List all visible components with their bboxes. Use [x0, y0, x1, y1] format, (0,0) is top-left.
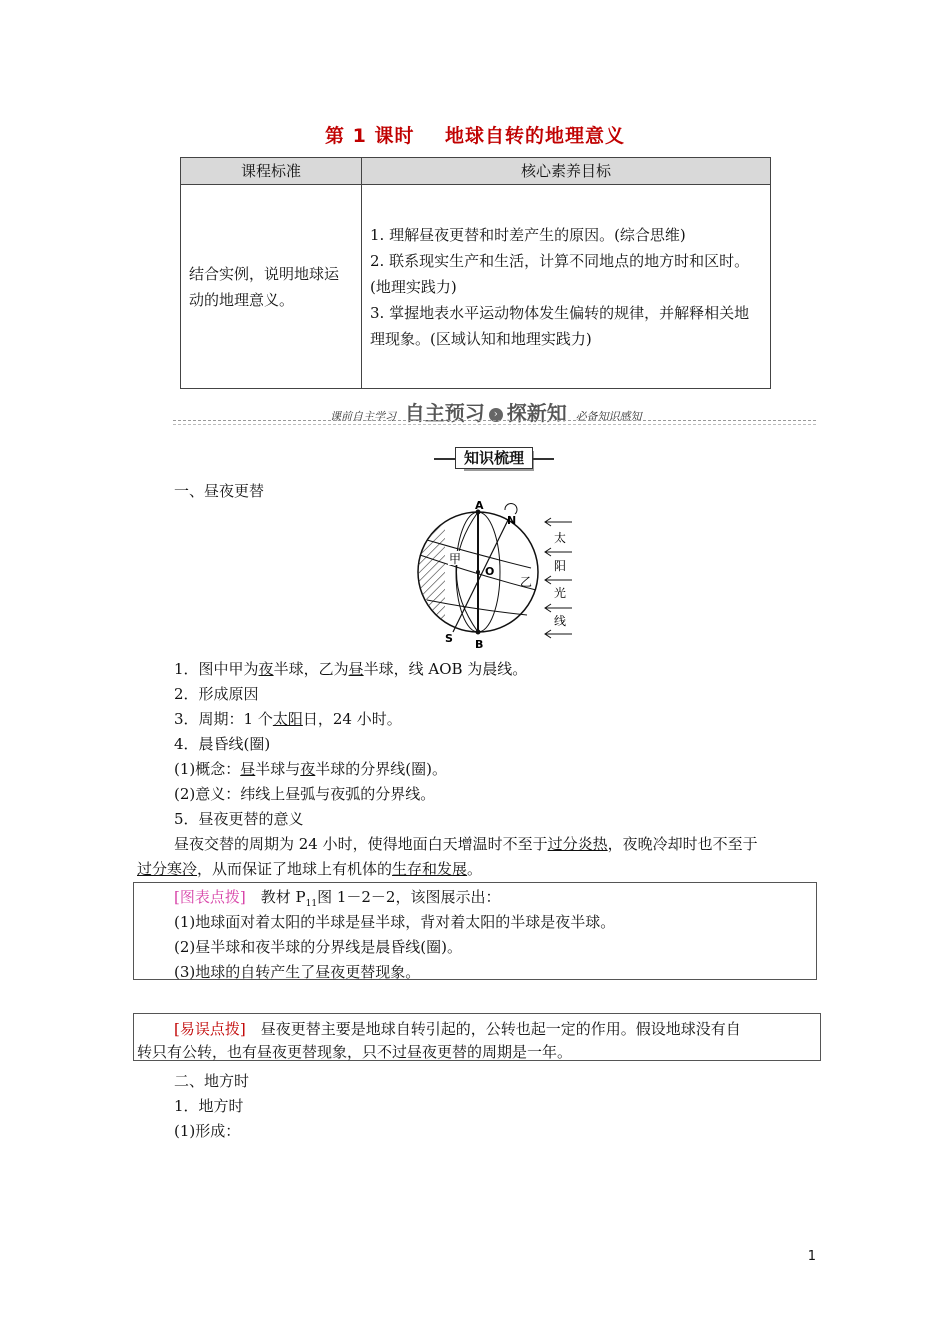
- page-number: 1: [807, 1249, 816, 1264]
- item-4-2: (2)意义：纬线上昼弧与夜弧的分界线。: [174, 785, 436, 803]
- sunlight-char: 太: [554, 531, 567, 545]
- label-jia: 甲: [449, 552, 462, 566]
- item-3: 3．周期：1 个太阳日，24 小时。: [174, 710, 402, 728]
- table-header-goals: 核心素养目标: [362, 158, 771, 185]
- label-n: N: [507, 514, 517, 527]
- table-cell-standard: 结合实例，说明地球运动的地理意义。: [181, 185, 362, 389]
- error-box-line2: 转只有公转，也有昼夜更替现象，只不过昼夜更替的周期是一年。: [137, 1043, 573, 1061]
- sunlight-char: 光: [554, 586, 567, 600]
- standards-table: [180, 157, 771, 389]
- tip-box-intro: [图表点拨] 教材 $P_{11}$图 1－2－2，该图展示出：: [174, 888, 501, 909]
- label-b: B: [475, 638, 484, 650]
- tip-line: (2)昼半球和夜半球的分界线是晨昏线(圈)。: [174, 938, 462, 956]
- label-yi: 乙: [520, 575, 533, 589]
- item-2: 2．形成原因: [174, 685, 259, 703]
- label-s: S: [445, 632, 453, 645]
- tip-line: (1)地球面对着太阳的半球是昼半球，背对着太阳的半球是夜半球。: [174, 913, 616, 931]
- para-5-line2: 过分寒冷，从而保证了地球上有机体的生存和发展。: [137, 860, 483, 878]
- table-header-standard: 课程标准: [181, 158, 362, 185]
- item-1: 1．图中甲为夜半球，乙为昼半球，线 AOB 为晨线。: [174, 660, 528, 678]
- section2-heading: 二、地方时: [174, 1072, 250, 1090]
- divider: [173, 424, 816, 425]
- section-label: [434, 447, 554, 469]
- label-a: A: [475, 500, 484, 512]
- tip-tag: [图表点拨]: [174, 888, 246, 906]
- sunlight-char: 阳: [554, 559, 567, 573]
- day-night-figure: [415, 500, 580, 650]
- label-o: O: [485, 565, 495, 578]
- item-2-1-1: (1)形成：: [174, 1122, 241, 1140]
- error-box-line1: [易误点拨] 昼夜更替主要是地球自转引起的，公转也起一定的作用。假设地球没有自: [174, 1020, 741, 1038]
- page-title: 第 1 课时 地球自转的地理意义: [325, 125, 625, 147]
- error-tag: [易误点拨]: [174, 1020, 246, 1038]
- section-label-text: 知识梳理: [455, 447, 533, 469]
- divider: [173, 420, 816, 421]
- chevron-right-icon: ›: [489, 408, 503, 422]
- goal-item: 1. 理解昼夜更替和时差产生的原因。(综合思维): [370, 225, 686, 244]
- table-cell-goals: [362, 185, 771, 389]
- goal-item: 2. 联系现实生产和生活，计算不同地点的地方时和区时。(地理实践力): [370, 251, 750, 296]
- banner-left-text: 课前自主学习: [330, 410, 396, 423]
- item-5: 5．昼夜更替的意义: [174, 810, 304, 828]
- item-4: 4．晨昏线(圈): [174, 735, 271, 753]
- section-banner: [330, 397, 642, 426]
- banner-main-1: 自主预习: [404, 401, 485, 425]
- banner-main-2: 探新知: [506, 401, 567, 425]
- sunlight-char: 线: [554, 614, 567, 628]
- tip-line: (3)地球的自转产生了昼夜更替现象。: [174, 963, 421, 981]
- item-4-1: (1)概念：昼半球与夜半球的分界线(圈)。: [174, 760, 448, 778]
- banner-right-text: 必备知识感知: [575, 410, 642, 423]
- item-2-1: 1．地方时: [174, 1097, 244, 1115]
- para-5-line1: 昼夜交替的周期为 24 小时，使得地面白天增温时不至于过分炎热，夜晚冷却时也不至于: [174, 835, 758, 853]
- section1-heading: 一、昼夜更替: [174, 482, 265, 500]
- goal-item: 3. 掌握地表水平运动物体发生偏转的规律，并解释相关地理现象。(区域认知和地理实践力): [370, 303, 750, 348]
